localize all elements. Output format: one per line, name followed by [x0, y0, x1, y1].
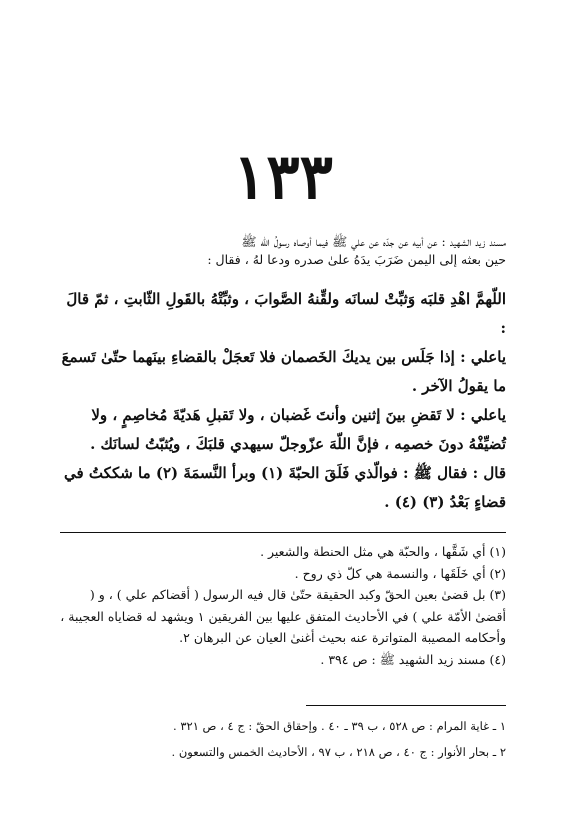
body-paragraph: ياعلي : لا تَقضِ بينَ إثنين وأنتَ غَضبان ، ولا تَقبلِ هَديّةَ مُخاصِمٍ ، ولا تُضيِّفْهُ دونَ خصمِه ، فإنَّ اللّهَ عزّوجلّ سيهدي قلبَكَ ، ويُثبّتُ لسانَك . — [90, 406, 506, 453]
intro-line-2: حين بعثه إلى اليمن ضَرَبَ يدَهُ علىٰ صدره ودعا لهُ ، فقال : — [207, 252, 506, 267]
body-paragraph: قال : فقال ﷺ : فوالّذي فَلَقَ الحبّةَ (١) وبرأ النَّسمَةَ (٢) ما شككتُ في قضاءٍ بَعْدُ (٣) (٤) . — [64, 464, 506, 511]
reference-divider — [306, 705, 506, 706]
footnote-divider — [60, 532, 506, 533]
hadith-intro — [60, 233, 506, 269]
footnote: (٤) مسند زيد الشهيد ﷺ : ص ٣٩٤ . — [320, 651, 506, 667]
body-paragraph: ياعلي : إذا جَلَس بين يديكَ الخَصمان فلا تَعجَلْ بالقضاءِ بينَهما حتّىٰ تَسمعَ ما يقولُ الآخر . — [61, 348, 506, 395]
footnote: (٢) أي خَلَقَها ، والنسمة هي كلّ ذي روح . — [294, 565, 506, 581]
references — [60, 713, 506, 765]
hadith-number: ١٣٣ — [233, 140, 333, 213]
intro-line-1: مسند زيد الشهيد : عن أبيه عن جدّه عن علي ﷺ فيما أوصاه رسولُ الله ﷺ — [241, 234, 506, 249]
body-paragraph: اللّهمَّ اهْدِ قلبَه وَثبِّتْ لسانَه ولقِّنهُ الصَّوابَ ، وثبِّتْهُ بالقَولِ الثّابتِ ، ثمّ قالَ : — [66, 290, 506, 337]
footnote: (٣) بل قضىٰ بعين الحقّ وكبد الحقيقة حتّىٰ قال فيه الرسول ( أقضاكم علي ) ، و ( أقضىٰ الأمّة علي ) في الأحاديث المتفق عليها بين الفريقين ١ ويشهد له قضاياه العجيبة ، وأحكامه المصيبة المتواترة عنه بحيث أغنىٰ العيان عن البرهان ٢. — [60, 587, 506, 645]
reference: ١ ـ غاية المرام : ص ٥٢٨ ، ب ٣٩ ـ ٤٠ . وإحقاق الحقّ : ج ٤ ، ص ٣٢١ . — [173, 719, 506, 733]
reference: ٢ ـ بحار الأنوار : ج ٤٠ ، ص ٢١٨ ، ب ٩٧ ، الأحاديث الخمس والتسعون . — [171, 745, 506, 759]
footnote: (١) أي شَقَّها ، والحبّة هي مثل الحنطة والشعير . — [260, 544, 506, 559]
footnotes — [60, 541, 506, 670]
hadith-body — [60, 285, 506, 517]
